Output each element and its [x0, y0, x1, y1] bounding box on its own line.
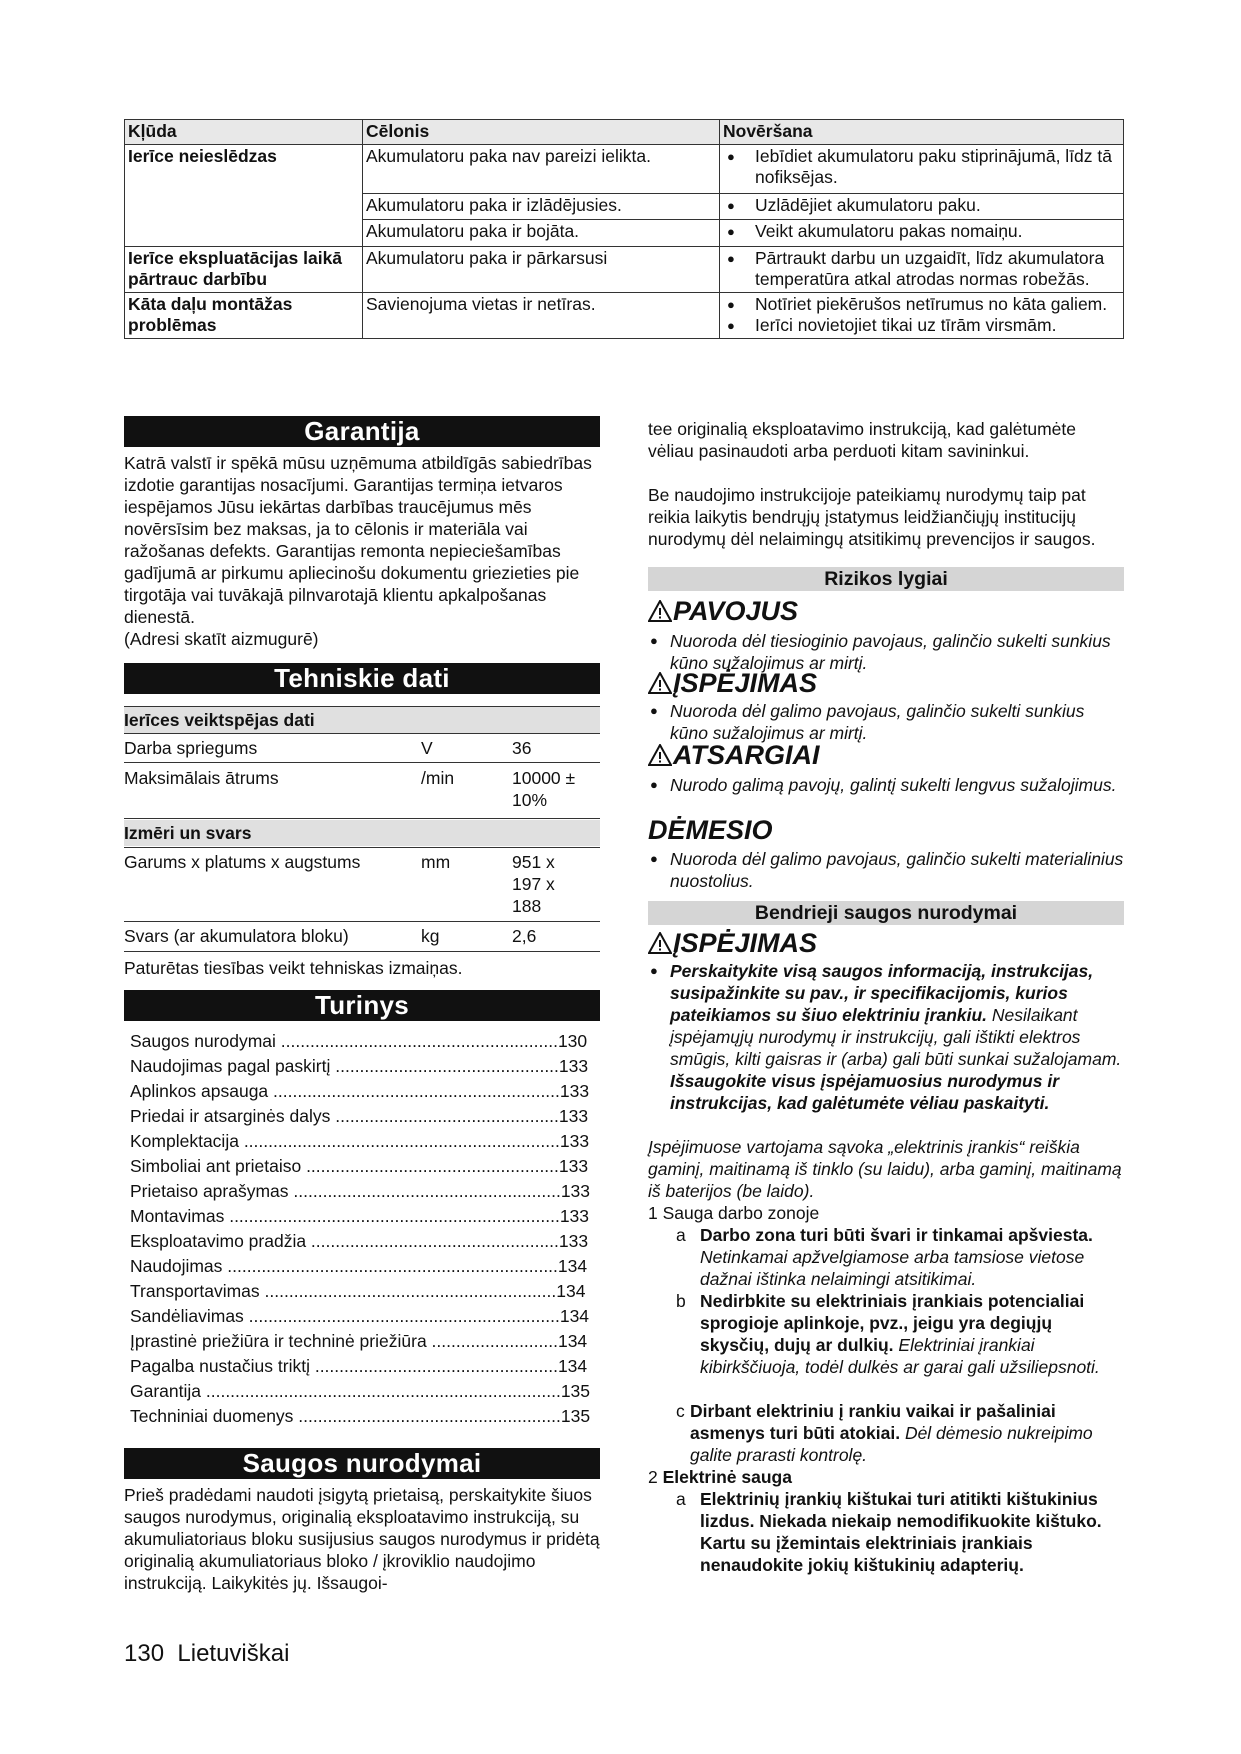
toc-label: Techniniai duomenys: [130, 1406, 299, 1426]
toc-page: 133: [558, 1106, 589, 1126]
remedy-bullet: ● Notīriet piekērušos netīrumus no kāta galiem.: [723, 294, 1120, 315]
bullet-dot: ●: [650, 703, 658, 718]
tech-value: 951 x 197 x 188: [512, 852, 555, 916]
warning-triangle-icon: [648, 598, 672, 628]
hazard-text: [648, 700, 1124, 744]
item-bold: Darbo zona turi būti švari ir tinkamai apšviesta.: [700, 1225, 1093, 1245]
saugos-intro-left: Prieš pradėdami naudoti įsigytą prietaisą, perskaitykite šiuos saugos nurodymus, originalią eksploatavimo instrukciją, su akumuliatoriaus bloku susijusius saugos nurodymus ir pridėtą originalią akumuliatoriaus bloko / įkroviklio naudojimo instrukciją. Laikykitės jų. Išsaugoi-: [124, 1485, 600, 1593]
col-header-fault: Kļūda: [125, 120, 363, 145]
bullet-italic: Nesilaikant įspėjamųjų nurodymų ir instrukcijų, gali ištikti elektros smūgis, kilti gaisras ir (arba) gali būti sunkai sužalojamam.: [670, 1005, 1122, 1069]
hazard-name: ATSARGIAI: [673, 740, 820, 770]
divider: [124, 733, 600, 734]
item-1b: [700, 1290, 1124, 1378]
section-2-heading: 2 Elektrinė sauga: [648, 1467, 792, 1487]
tech-label: Svars (ar akumulatora bloku): [124, 926, 349, 946]
bullet-dot: ●: [650, 963, 658, 978]
toc-dots: ....................................................................: [227, 1256, 558, 1276]
toc-label: Garantija: [130, 1381, 206, 1401]
toc-label: Sandėliavimas: [130, 1306, 249, 1326]
tech-unit: kg: [421, 926, 440, 946]
toc-item: [130, 1304, 600, 1329]
fault-cell: Kāta daļu montāžas problēmas: [125, 293, 363, 339]
col-header-remedy: Novēršana: [720, 120, 1124, 145]
toc-label: Prietaiso aprašymas: [130, 1181, 294, 1201]
hazard-desc: Nuoroda dėl galimo pavojaus, galinčio sukelti materialinius nuostolius.: [670, 849, 1124, 891]
remedy-bullet: ● Pārtraukt darbu un uzgaidīt, līdz akumulatora temperatūra atkal atrodas normas robežās.: [723, 248, 1120, 290]
toc-item: [130, 1029, 600, 1054]
toc-item: [130, 1154, 600, 1179]
bullet-bold: Perskaitykite visą saugos informaciją, instrukcijas, susipažinkite su pav., ir specifikacijomis, kurios pateikiamos su šiuo elektriniu įrankiu.: [670, 961, 1094, 1025]
divider: [124, 818, 600, 819]
toc-item: [130, 1054, 600, 1079]
item-letter: a: [676, 1489, 686, 1509]
cause-cell: Savienojuma vietas ir netīras.: [363, 293, 720, 339]
toc-page: 133: [558, 1056, 589, 1076]
toc-item: [130, 1079, 600, 1104]
table-of-contents: [130, 1029, 600, 1429]
toc-item: [130, 1404, 600, 1429]
remedy-cell: [720, 220, 1124, 247]
tech-unit: mm: [421, 852, 451, 872]
remedy-cell: [720, 293, 1124, 339]
tech-label: Maksimālais ātrums: [124, 768, 279, 788]
toc-page: 133: [560, 1181, 591, 1201]
toc-label: Pagalba nustačius triktį: [130, 1356, 315, 1376]
bullet-dot: ●: [650, 777, 658, 792]
tech-section-dimensions: Izmēri un svars: [124, 820, 600, 846]
hazard-title: [648, 740, 820, 772]
footer-language: Lietuviškai: [177, 1640, 290, 1667]
toc-dots: ....................................................: [306, 1156, 559, 1176]
tech-unit: V: [421, 738, 433, 758]
garantija-body: Katrā valstī ir spēkā mūsu uzņēmuma atbildīgās sabiedrības izdotie garantijas nosacījumi. Garantijas termiņa ietvaros iespējamos Jūsu iekārtas darbības traucējumus mēs novērsīsim bez maksas, ja to cēlonis ir materiāla vai ražošanas defekts. Garantijas remonta nepieciešamības gadījumā ar pirkumu apliecinošu dokumentu griezieties pie tirgotāja vai tuvākajā pilnvarotajā klientu apkalpošanas dienestā.: [124, 453, 592, 627]
hazard-name: PAVOJUS: [673, 596, 799, 626]
toc-label: Aplinkos apsauga: [130, 1081, 274, 1101]
item-1a: [700, 1224, 1124, 1290]
remedy-cell: [720, 193, 1124, 220]
hazard-desc: Nurodo galimą pavojų, galintį sukelti lengvus sužalojimus.: [670, 775, 1117, 795]
toc-dots: ..............................................: [335, 1056, 559, 1076]
fault-cell: Ierīce neieslēdzas: [125, 145, 363, 247]
page-footer: [124, 1640, 289, 1668]
tech-label: Darba spriegums: [124, 738, 258, 758]
warning-triangle-icon: [648, 930, 672, 960]
table-row: [125, 293, 1124, 339]
toc-item: [130, 1229, 600, 1254]
toc-page: 133: [558, 1156, 589, 1176]
toc-label: Saugos nurodymai: [130, 1031, 281, 1051]
toc-page: 135: [560, 1381, 591, 1401]
toc-dots: ............................................................: [264, 1281, 557, 1301]
toc-page: 134: [559, 1306, 590, 1326]
toc-dots: ....................................................................: [229, 1206, 560, 1226]
divider: [124, 951, 600, 952]
cause-cell: Akumulatoru paka nav pareizi ielikta.: [363, 145, 720, 194]
saugos-para2: Be naudojimo instrukcijoje pateikiamų nurodymų taip pat reikia laikytis bendrųjų įstatymus leidžiančiųjų institucijų nurodymų dėl nelaimingų atsitikimų prevencijos ir saugos.: [648, 485, 1096, 549]
item-bold: Nedirbkite su elektriniais įrankiais potencialiai sprogioje aplinkoje, pvz., jeigu yra degiųjų skysčių, dujų ar dulkių.: [700, 1291, 1085, 1355]
item-1c: [690, 1400, 1124, 1466]
toc-label: Komplektacija: [130, 1131, 244, 1151]
bendrieji-heading: Bendrieji saugos nurodymai: [648, 901, 1124, 925]
warning-triangle-icon: [648, 742, 672, 772]
remedy-bullet: ● Veikt akumulatoru pakas nomaiņu.: [723, 221, 1120, 242]
hazard-title: [648, 668, 817, 700]
toc-dots: .........................................................: [280, 1031, 558, 1051]
item-2a: Elektrinių įrankių kištukai turi atitikti kištukinius lizdus. Niekada niekaip nemodifikuokite kištuko. Kartu su įžemintais elektriniais įrankiais nenaudokite jokių kištukinių adapterių.: [700, 1489, 1102, 1575]
toc-item: [130, 1279, 600, 1304]
toc-page: 135: [560, 1406, 591, 1426]
toc-item: [130, 1354, 600, 1379]
hazard-text: [648, 774, 1124, 796]
table-row: [125, 247, 1124, 293]
turinys-heading: Turinys: [124, 990, 600, 1021]
item-letter: b: [676, 1291, 686, 1311]
item-italic: Netinkamai apžvelgiamose arba tamsiose vietose dažnai ištinka nelaimingi atsitikimai.: [700, 1247, 1085, 1289]
hazard-title: [648, 928, 817, 960]
general-warning-bullet: [648, 960, 1124, 1114]
tech-value: 36: [512, 738, 532, 758]
toc-page: 134: [556, 1281, 586, 1301]
hazard-name: ĮSPĖJIMAS: [673, 668, 818, 698]
toc-label: Eksploatavimo pradžia: [130, 1231, 311, 1251]
hazard-name: DĖMESIO: [648, 815, 773, 845]
section-1-heading: 1 Sauga darbo zonoje: [648, 1203, 820, 1223]
toc-dots: ..............................................: [335, 1106, 559, 1126]
item-italic: Elektriniai įrankiai kibirkščiuoja, todėl dulkės ar garai gali užsiliepsnoti.: [700, 1335, 1100, 1377]
toc-label: Naudojimas: [130, 1256, 228, 1276]
toc-page: 130: [557, 1031, 588, 1051]
toc-dots: ...........................................................: [273, 1081, 560, 1101]
table-row: [125, 145, 1124, 194]
toc-page: 134: [557, 1256, 588, 1276]
toc-item: [130, 1204, 600, 1229]
saugos-intro-right: tee originalią eksploatavimo instrukciją, kad galėtumėte vėliau pasinaudoti arba perduoti kitam savininkui.: [648, 419, 1077, 461]
toc-dots: .........................................................................: [205, 1381, 561, 1401]
tech-label: Garums x platums x augstums: [124, 852, 361, 872]
hazard-text: [648, 848, 1124, 892]
warning-triangle-icon: [648, 670, 672, 700]
remedy-cell: [720, 247, 1124, 293]
page-number: 130: [124, 1640, 165, 1667]
remedy-bullet: ● Ierīci novietojiet tikai uz tīrām virsmām.: [723, 315, 1120, 336]
remedy-cell: [720, 145, 1124, 194]
toc-dots: .................................................................: [243, 1131, 560, 1151]
toc-dots: .......................................................: [293, 1181, 561, 1201]
toc-dots: ..................................................: [314, 1356, 558, 1376]
cause-cell: Akumulatoru paka ir izlādējusies.: [363, 193, 720, 220]
bullet-bold-2: Išsaugokite visus įspėjamuosius nurodymus ir instrukcijas, kad galėtumėte vėliau paskaityti.: [670, 1071, 1060, 1113]
toc-dots: ................................................................: [248, 1306, 560, 1326]
toc-label: Naudojimas pagal paskirtį: [130, 1056, 336, 1076]
tech-note: Paturētas tiesības veikt tehniskas izmaiņas.: [124, 958, 463, 978]
cause-cell: Akumulatoru paka ir pārkarsusi: [363, 247, 720, 293]
tech-value: 10000 ± 10%: [512, 768, 576, 810]
hazard-title: [648, 815, 773, 845]
toc-item: [130, 1329, 600, 1354]
rizikos-heading: Rizikos lygiai: [648, 567, 1124, 591]
toc-page: 133: [559, 1206, 590, 1226]
tech-section-performance: Ierīces veiktspējas dati: [124, 707, 600, 733]
troubleshooting-table: [124, 119, 1124, 339]
toc-item: [130, 1379, 600, 1404]
tech-value: 2,6: [512, 926, 537, 946]
toc-label: Įprastinė priežiūra ir techninė priežiūra: [130, 1331, 432, 1351]
toc-item: [130, 1254, 600, 1279]
toc-item: [130, 1179, 600, 1204]
garantija-heading: Garantija: [124, 416, 600, 447]
hazard-desc: Nuoroda dėl galimo pavojaus, galinčio sukelti sunkius kūno sužalojimus ar mirtį.: [670, 701, 1085, 743]
toc-page: 133: [558, 1231, 589, 1251]
cause-cell: Akumulatoru paka ir bojāta.: [363, 220, 720, 247]
remedy-bullet: ● Uzlādējiet akumulatoru paku.: [723, 195, 1120, 216]
term-note: Įspėjimuose vartojama sąvoka „elektrinis įrankis“ reiškia gaminį, maitinamą iš tinklo (su laidu), arba gaminį, maitinamą iš baterijos (be laido).: [648, 1137, 1122, 1201]
divider: [124, 847, 600, 848]
item-letter: c: [676, 1401, 685, 1421]
saugos-heading: Saugos nurodymai: [124, 1448, 600, 1479]
warning-name: ĮSPĖJIMAS: [673, 928, 818, 958]
tech-unit: /min: [421, 768, 455, 788]
toc-page: 133: [559, 1081, 590, 1101]
garantija-note: (Adresi skatīt aizmugurē): [124, 629, 319, 649]
item-letter: a: [676, 1225, 686, 1245]
bullet-dot: ●: [650, 633, 658, 648]
toc-label: Priedai ir atsarginės dalys: [130, 1106, 336, 1126]
hazard-desc: Nuoroda dėl tiesioginio pavojaus, galinčio sukelti sunkius kūno sužalojimus ar mirtį.: [670, 631, 1111, 673]
toc-label: Transportavimas: [130, 1281, 265, 1301]
toc-dots: ...................................................: [310, 1231, 559, 1251]
item-italic: Dėl dėmesio nukreipimo galite prarasti kontrolę.: [690, 1423, 1093, 1465]
toc-dots: ......................................................: [298, 1406, 561, 1426]
item-bold: Dirbant elektriniu į rankiu vaikai ir pašaliniai asmenys turi būti atokiai.: [690, 1401, 1056, 1443]
col-header-cause: Cēlonis: [363, 120, 720, 145]
toc-page: 134: [557, 1331, 588, 1351]
toc-dots: ..........................: [431, 1331, 558, 1351]
divider: [124, 921, 600, 922]
fault-cell: Ierīce ekspluatācijas laikā pārtrauc darbību: [125, 247, 363, 293]
toc-item: [130, 1129, 600, 1154]
toc-item: [130, 1104, 600, 1129]
divider: [124, 762, 600, 763]
toc-label: Montavimas: [130, 1206, 230, 1226]
tech-heading: Tehniskie dati: [124, 663, 600, 694]
remedy-bullet: ● Iebīdiet akumulatoru paku stiprinājumā, līdz tā nofiksējas.: [723, 146, 1120, 188]
bullet-dot: ●: [650, 851, 658, 866]
toc-label: Simboliai ant prietaiso: [130, 1156, 307, 1176]
section-2-title: Elektrinė sauga: [662, 1467, 792, 1487]
hazard-title: [648, 596, 798, 628]
toc-page: 134: [557, 1356, 588, 1376]
toc-page: 133: [559, 1131, 590, 1151]
